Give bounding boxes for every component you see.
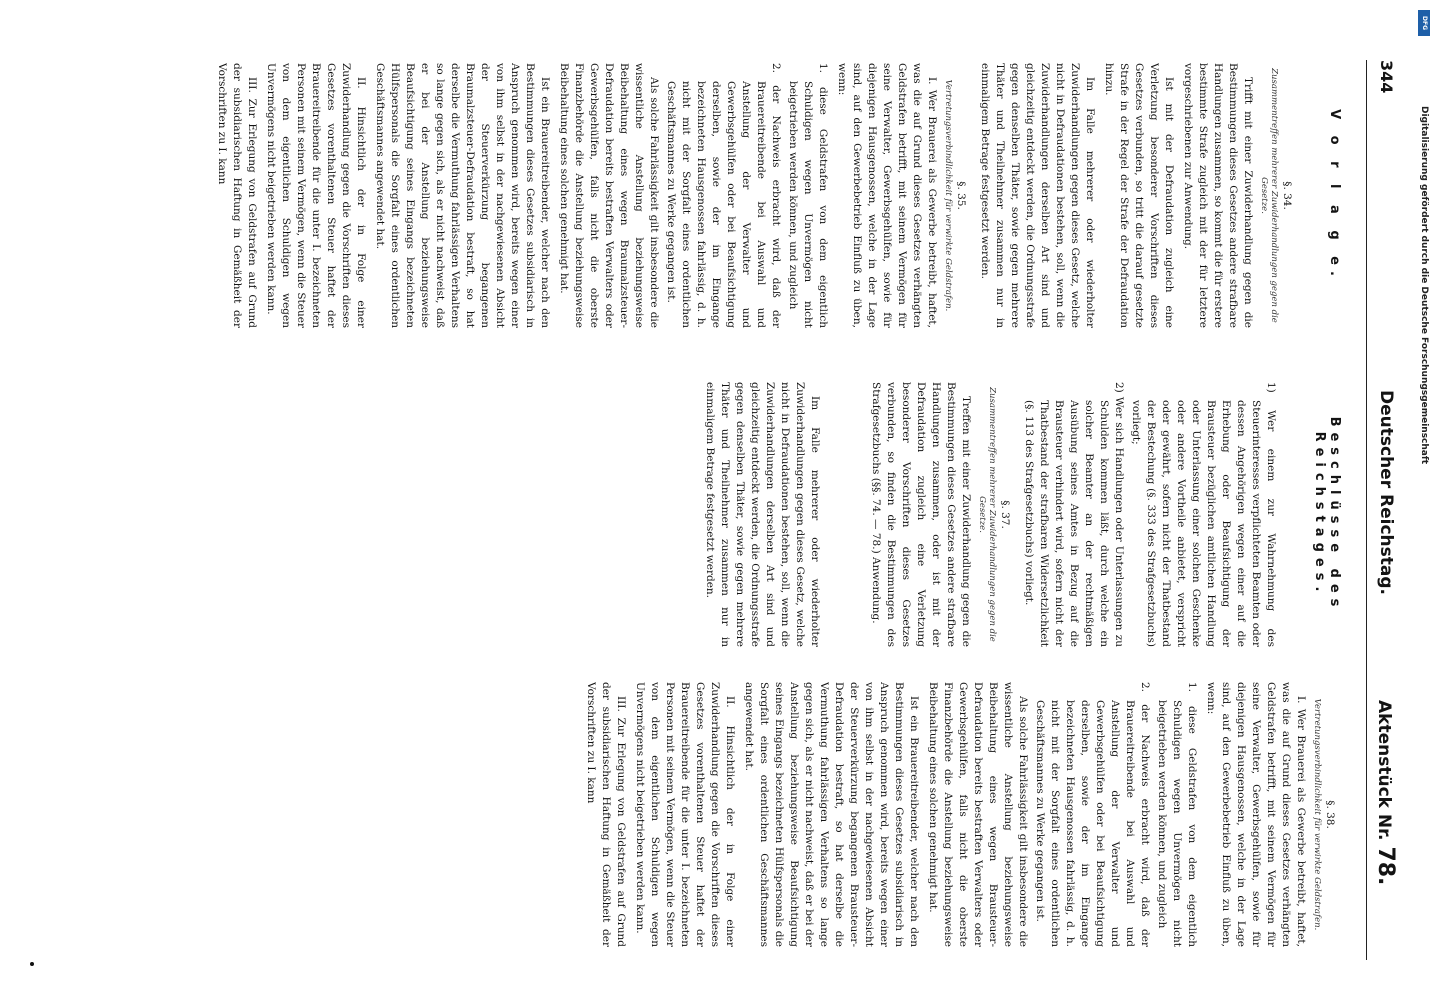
column-beschluesse-continued <box>6 682 1346 947</box>
paragraph: Treffen mit einer Zuwiderhandlung gegen die Bestimmungen dieses Gesetzes andere strafbare Handlungen zusammen, oder ist mit der Defraudation zugleich eine Verletzung besonderer Vorschriften dieses Gesetzes verbunden, so finden die Bestimmungen des Strafgesetzbuchs (§§. 74. — 78.) Anwendung. <box>870 382 972 647</box>
section-subtitle: Vertretungsverbindlichkeit für verwirkte Geldstrafen. <box>1312 698 1322 931</box>
paragraph: I. Wer Brauerei als Gewerbe betreibt, haftet, was die auf Grund dieses Gesetzes verhängten Geldstrafen betrifft, mit seinem Vermögen für seine Verwalter, Gewerbsgehülfen, sowie für diejenigen Hausgenossen, welche in der Lage sind, auf den Gewerbebetrieb Einfluß zu üben, wenn: <box>836 63 938 328</box>
list-item: 2. der Nachweis erbracht wird, daß der Brauereitreibende bei Auswahl und Anstellung der Verwalter und Gewerbsgehülfen oder bei Beaufsichtigung derselben, sowie der im Eingange bezeichneten Hausgenossen fahrlässig, d. h. nicht mit der Sorgfalt eines ordentlichen Geschäftsmannes zu Werke gegangen ist. <box>1034 682 1151 947</box>
digitization-credit-strip <box>1417 6 1431 994</box>
section-number: §. 38. <box>1324 800 1336 829</box>
running-head <box>1366 60 1406 960</box>
section-number: §. 34. <box>1281 181 1293 210</box>
paragraph: Trifft mit einer Zuwiderhandlung gegen die Bestimmungen dieses Gesetzes andere strafbare Handlungen zusammen, so kommt die für erstere bestimmte Strafe zugleich mit der für letztere vorgeschriebenen zur Anwendung. <box>1182 63 1254 328</box>
column-heading-beschluesse: Beschlüsse des Reichstages. <box>1312 416 1342 613</box>
paragraph: Ist ein Brauereitreibender, welcher nach den Bestimmungen dieses Gesetzes subsidiarisch in Anspruch genommen wird, bereits wegen einer von ihm selbst in der nachgewiesenen Absicht der Steuerverkürzung begangenen Braumalzsteuer-Defraudation bestraft, so hat derselbe die Vermuthung fahrlässigen Verhaltens so lange gegen sich, als er nicht nachweist, daß er bei der Anstellung beziehungsweise Beaufsichtigung seines Eingangs bezeichneten Hülfspersonals die Sorgfalt eines ordentlichen Geschäftsmannes angewendet hat. <box>374 63 551 328</box>
page-number: 344 <box>1377 60 1396 94</box>
scan-speck <box>30 962 34 966</box>
section-subtitle: Zusammentreffen mehrerer Zuwiderhandlungen gegen die Gesetze. <box>1259 68 1279 323</box>
column-body <box>583 682 1336 947</box>
paragraph: II. Hinsichtlich der in Folge einer Zuwiderhandlung gegen die Vorschriften dieses Gesetzes vorenthaltenen Steuer haftet der Brauereitreibende für die unter I. bezeichneten Personen mit seinem Vermögen, wenn die Steuer von dem eigentlichen Schuldigen wegen Unvermögens nicht beigetrieben werden kann. <box>265 63 367 328</box>
spacer <box>822 382 864 647</box>
paragraph: Im Falle mehrerer oder wiederholter Zuwiderhandlungen gegen dieses Gesetz, welche nicht in Defraudationen bestehen, soll, wenn die Zuwiderhandlungen derselben Art sind und gleichzeitig entdeckt werden, die Ordnungsstrafe gegen denselben Thäter, sowie gegen mehrere Thäter und Theilnehmer zusammen nur in einmaligem Betrage festgesetzt werden. <box>704 382 821 647</box>
column-body <box>214 63 1293 328</box>
paragraph: Als solche Fahrlässigkeit gilt insbesondere die wissentliche Anstellung beziehungsweise Beibehaltung eines wegen Braumalzsteuer-Defraudation bereits bestraften Verwalters oder Gewerbsgehülfen, falls nicht die oberste Finanzbehörde die Anstellung beziehungsweise Beibehaltung eines solchen genehmigt hat. <box>558 63 660 328</box>
paragraph: III. Zur Erlegung von Geldstrafen auf Grund der subsidiarischen Haftung in Gemäßheit der Vorschriften zu I. kann <box>216 63 258 328</box>
column-vorlage <box>6 63 1346 328</box>
column-beschluesse <box>6 382 1346 647</box>
list-item: 1. diese Geldstrafen von dem eigentlich Schuldigen wegen Unvermögen nicht beigetrieben werden können, und zugleich <box>1156 682 1198 947</box>
section-number: §. 35. <box>955 181 967 210</box>
paragraph: Als solche Fahrlässigkeit gilt insbesondere die wissentliche Anstellung beziehungsweise Beibehaltung eines wegen Brausteuer-Defraudation bereits bestraften Verwalters oder Gewerbsgehülfen, falls nicht die oberste Finanzbehörde die Anstellung beziehungsweise Beibehaltung eines solchen genehmigt hat. <box>927 682 1029 947</box>
column-heading-vorlage: V o r l a g e. <box>1327 109 1342 282</box>
publication-title: Deutscher Reichstag. <box>1376 390 1396 595</box>
section-subtitle: Vertretungsverbindlichkeit für verwirkte Geldstrafen. <box>943 79 953 312</box>
paragraph: Im Falle mehrerer oder wiederholter Zuwiderhandlungen gegen dieses Gesetz, welche nicht in Defraudationen bestehen, soll, wenn die Zuwiderhandlungen derselben Art sind und gleichzeitig entdeckt werden, die Ordnungsstrafe gegen denselben Thäter, sowie gegen mehrere Thäter und Theilnehmer zusammen nur in einmaligem Betrage festgesetzt werden. <box>979 63 1096 328</box>
list-item: 1) Wer einem zur Wahrnehmung des Steuerinteresses verpflichteten Beamten oder dessen Angehörigen wegen einer auf die Erhebung oder Beaufsichtigung der Brausteuer bezüglichen amtlichen Handlung oder Unterlassung einer solchen Geschenke oder andere Vortheile anbietet, verspricht oder gewährt, sofern nicht der Thatbestand der Bestechung (§. 333 des Strafgesetzbuchs) vorliegt; <box>1130 382 1277 647</box>
dfg-logo: DFG <box>1418 10 1430 36</box>
section-number: §. 37. <box>999 500 1011 529</box>
digitization-credit: Digitalisierung gefördert durch die Deutsche Forschungsgemeinschaft <box>1419 106 1429 465</box>
document-number <box>1373 700 1398 885</box>
paragraph: III. Zur Erlegung von Geldstrafen auf Grund der subsidiarischen Haftung in Gemäßheit der Vorschriften zu I. kann <box>585 682 627 947</box>
list-item: 2) Wer sich Handlungen oder Unterlassungen zu Schulden kommen läßt, durch welche ein solcher Beamter an der rechtmäßigen Ausübung seines Amtes in Bezug auf die Brausteuer verhindert wird, sofern nicht der Thatbestand der strafbaren Widersetzlichkeit (§. 113 des Strafgesetzbuchs) vorliegt. <box>1023 382 1125 647</box>
document-number-value: 78. <box>1373 846 1398 886</box>
document-number-label: Aktenstück Nr. <box>1374 700 1394 841</box>
list-item: 1. diese Geldstrafen von dem eigentlich Schuldigen wegen Unvermögen nicht beigetrieben werden können, und zugleich <box>787 63 829 328</box>
paragraph: Ist ein Brauereitreibender, welcher nach den Bestimmungen dieses Gesetzes subsidiarisch in Anspruch genommen wird, bereits wegen einer von ihm selbst in der nachgewiesenen Absicht der Steuerverkürzung begangenen Brausteuer-Defraudation bestraft, so hat derselbe die Vermuthung fahrlässigen Verhaltens so lange gegen sich, als er nicht nachweist, daß er bei der Anstellung beziehungsweise Beaufsichtigung seines Eingangs bezeichneten Hülfspersonals die Sorgfalt eines ordentlichen Geschäftsmannes angewendet hat. <box>743 682 920 947</box>
section-subtitle: Zusammentreffen mehrerer Zuwiderhandlungen gegen die Gesetze. <box>977 387 997 642</box>
list-item: 2. der Nachweis erbracht wird, daß der Brauereitreibende bei Auswahl und Anstellung der Verwalter und Gewerbsgehülfen oder bei Beaufsichtigung derselben, sowie der im Eingange bezeichneten Hausgenossen fahrlässig, d. h. nicht mit der Sorgfalt eines ordentlichen Geschäftsmannes zu Werke gegangen ist. <box>665 63 782 328</box>
paragraph: II. Hinsichtlich der in Folge einer Zuwiderhandlung gegen die Vorschriften dieses Gesetzes vorenthaltenen Steuer haftet der Brauereitreibende für die unter I. bezeichneten Personen mit seinem Vermögen, wenn die Steuer von dem eigentlichen Schuldigen wegen Unvermögens nicht beigetrieben werden kann. <box>634 682 736 947</box>
paragraph: Ist mit der Defraudation zugleich eine Verletzung besonderer Vorschriften dieses Gesetzes verbunden, so tritt die darauf gesetzte Strafe in der Regel der Strafe der Defraudation hinzu. <box>1103 63 1175 328</box>
column-body <box>702 382 1278 647</box>
paragraph: I. Wer Brauerei als Gewerbe betreibt, haftet, was die auf Grund dieses Gesetzes verhängten Geldstrafen betrifft, mit seinem Vermögen für seine Verwalter, Gewerbsgehülfen, sowie für diejenigen Hausgenossen, welche in der Lage sind, auf den Gewerbebetrieb Einfluß zu üben, wenn: <box>1205 682 1307 947</box>
